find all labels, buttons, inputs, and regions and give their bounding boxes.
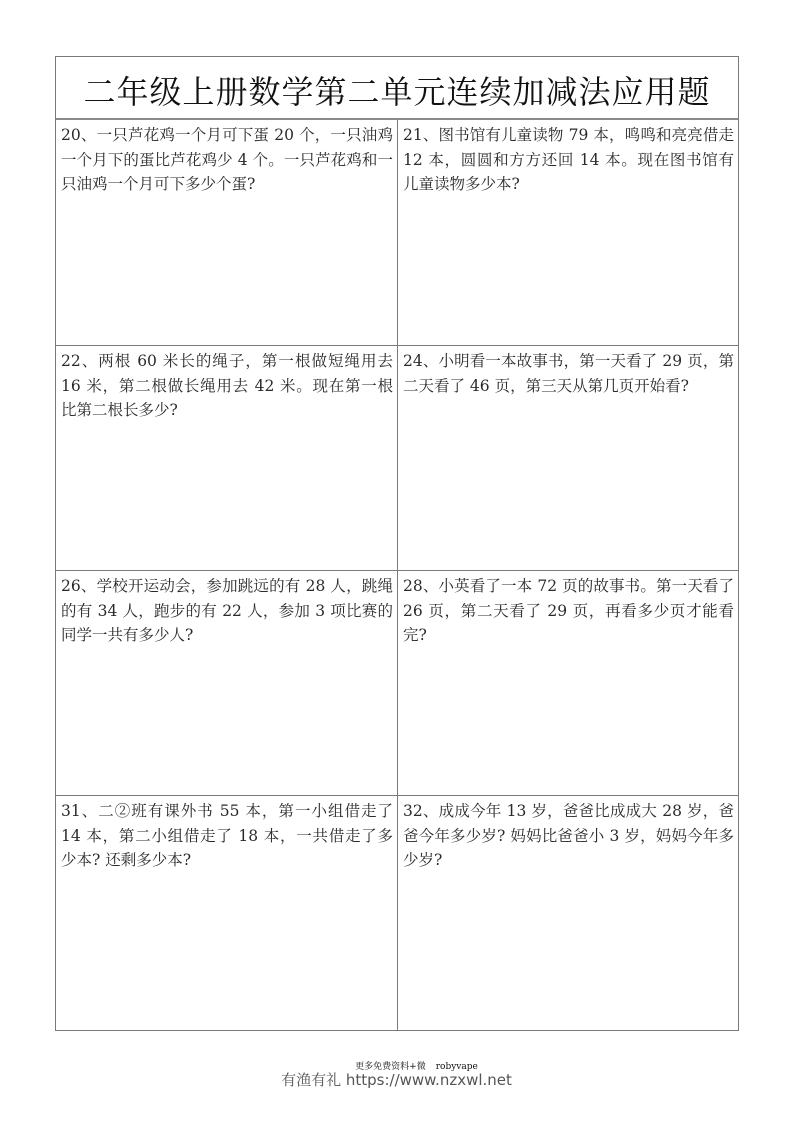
title-row bbox=[56, 57, 738, 120]
promo-handle: robyvape bbox=[435, 1062, 478, 1072]
problem-cell-26 bbox=[56, 571, 398, 796]
problem-cell-20 bbox=[56, 120, 398, 346]
page-title: 二年级上册数学第二单元连续加减法应用题 bbox=[83, 72, 711, 111]
worksheet-table bbox=[55, 56, 739, 1031]
promo-text: 更多免费资料+微 bbox=[355, 1062, 426, 1072]
problem-cell-28 bbox=[398, 571, 738, 796]
problem-text: 26、学校开运动会，参加跳远的有 28 人，跳绳的有 34 人，跑步的有 22 人，参加 3 项比赛的同学一共有多少人? bbox=[61, 577, 393, 644]
problem-cell-32 bbox=[398, 796, 738, 1030]
problem-text: 28、小英看了一本 72 页的故事书。第一天看了 26 页，第二天看了 29 页，再看多少页才能看完? bbox=[403, 577, 734, 644]
problem-cell-24 bbox=[398, 346, 738, 571]
problem-text: 20、一只芦花鸡一个月可下蛋 20 个，一只油鸡一个月下的蛋比芦花鸡少 4 个。一只芦花鸡和一只油鸡一个月可下多少个蛋? bbox=[61, 126, 393, 193]
problem-cell-31 bbox=[56, 796, 398, 1030]
problem-text: 21、图书馆有儿童读物 79 本，鸣鸣和亮亮借走 12 本，圆圆和方方还回 14 本。现在图书馆有儿童读物多少本? bbox=[403, 126, 734, 193]
problem-cell-21 bbox=[398, 120, 738, 346]
problem-cell-22 bbox=[56, 346, 398, 571]
problem-text: 22、两根 60 米长的绳子，第一根做短绳用去 16 米，第二根做长绳用去 42 米。现在第一根比第二根长多少? bbox=[61, 352, 393, 419]
problem-text: 31、二②班有课外书 55 本，第一小组借走了 14 本，第二小组借走了 18 本，一共借走了多少本? 还剩多少本? bbox=[61, 802, 393, 869]
problem-grid bbox=[56, 120, 738, 1030]
problem-text: 32、成成今年 13 岁，爸爸比成成大 28 岁，爸爸今年多少岁? 妈妈比爸爸小 3 岁，妈妈今年多少岁? bbox=[403, 802, 734, 869]
footer-site-link[interactable]: 有渔有礼 https://www.nzxwl.net bbox=[281, 1071, 512, 1089]
problem-text: 24、小明看一本故事书，第一天看了 29 页，第二天看了 46 页，第三天从第几页开始看? bbox=[403, 352, 734, 395]
